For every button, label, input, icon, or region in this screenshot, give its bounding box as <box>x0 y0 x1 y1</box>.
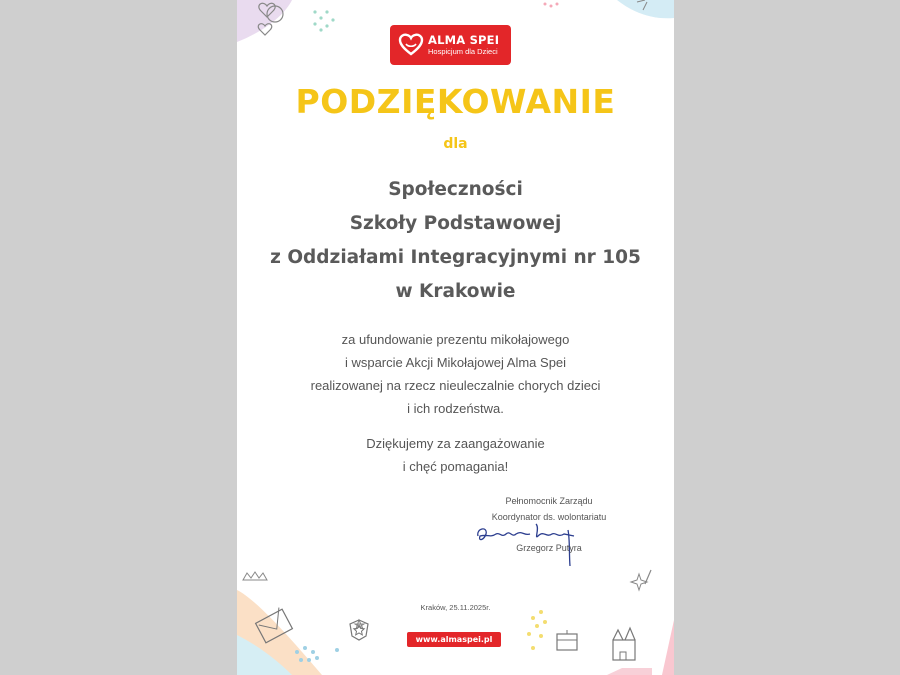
body-text <box>237 328 674 420</box>
recipient-line: Społeczności <box>388 179 523 200</box>
website-link[interactable]: www.almaspei.pl <box>407 632 501 647</box>
alma-spei-logo <box>390 25 511 65</box>
certificate-page <box>237 0 674 675</box>
signer-role: Koordynator ds. wolontariatu <box>491 512 607 522</box>
body-line: realizowanej na rzecz nieuleczalnie chorych dzieci <box>310 378 601 393</box>
recipient-line: w Krakowie <box>395 281 516 302</box>
place-date: Kraków, 25.11.2025r. <box>420 603 491 612</box>
recipient-line: z Oddziałami Integracyjnymi nr 105 <box>270 247 641 268</box>
recipient-line: Szkoły Podstawowej <box>349 213 562 234</box>
certificate-title: PODZIĘKOWANIE <box>295 82 616 121</box>
thanks-line: i chęć pomagania! <box>402 459 509 474</box>
decor-bottom-left <box>237 560 367 675</box>
thanks-text <box>237 432 674 478</box>
logo-name: ALMA SPEI <box>428 32 500 47</box>
decor-top-left <box>237 0 347 60</box>
body-line: i ich rodzeństwa. <box>407 401 504 416</box>
certificate-subtitle: dla <box>443 136 468 152</box>
signer-name: Grzegorz Putyra <box>516 543 582 553</box>
logo-subtitle: Hospicjum dla Dzieci <box>428 47 498 56</box>
decor-bottom-right <box>527 560 674 675</box>
decor-top-right <box>537 0 674 30</box>
signer-role: Pełnomocnik Zarządu <box>505 496 593 506</box>
heart-logo-icon <box>398 32 424 58</box>
thanks-line: Dziękujemy za zaangażowanie <box>366 436 545 451</box>
recipient-block <box>237 173 674 309</box>
star-shield-icon <box>347 618 371 642</box>
body-line: za ufundowanie prezentu mikołajowego <box>341 332 570 347</box>
body-line: i wsparcie Akcji Mikołajowej Alma Spei <box>344 355 567 370</box>
